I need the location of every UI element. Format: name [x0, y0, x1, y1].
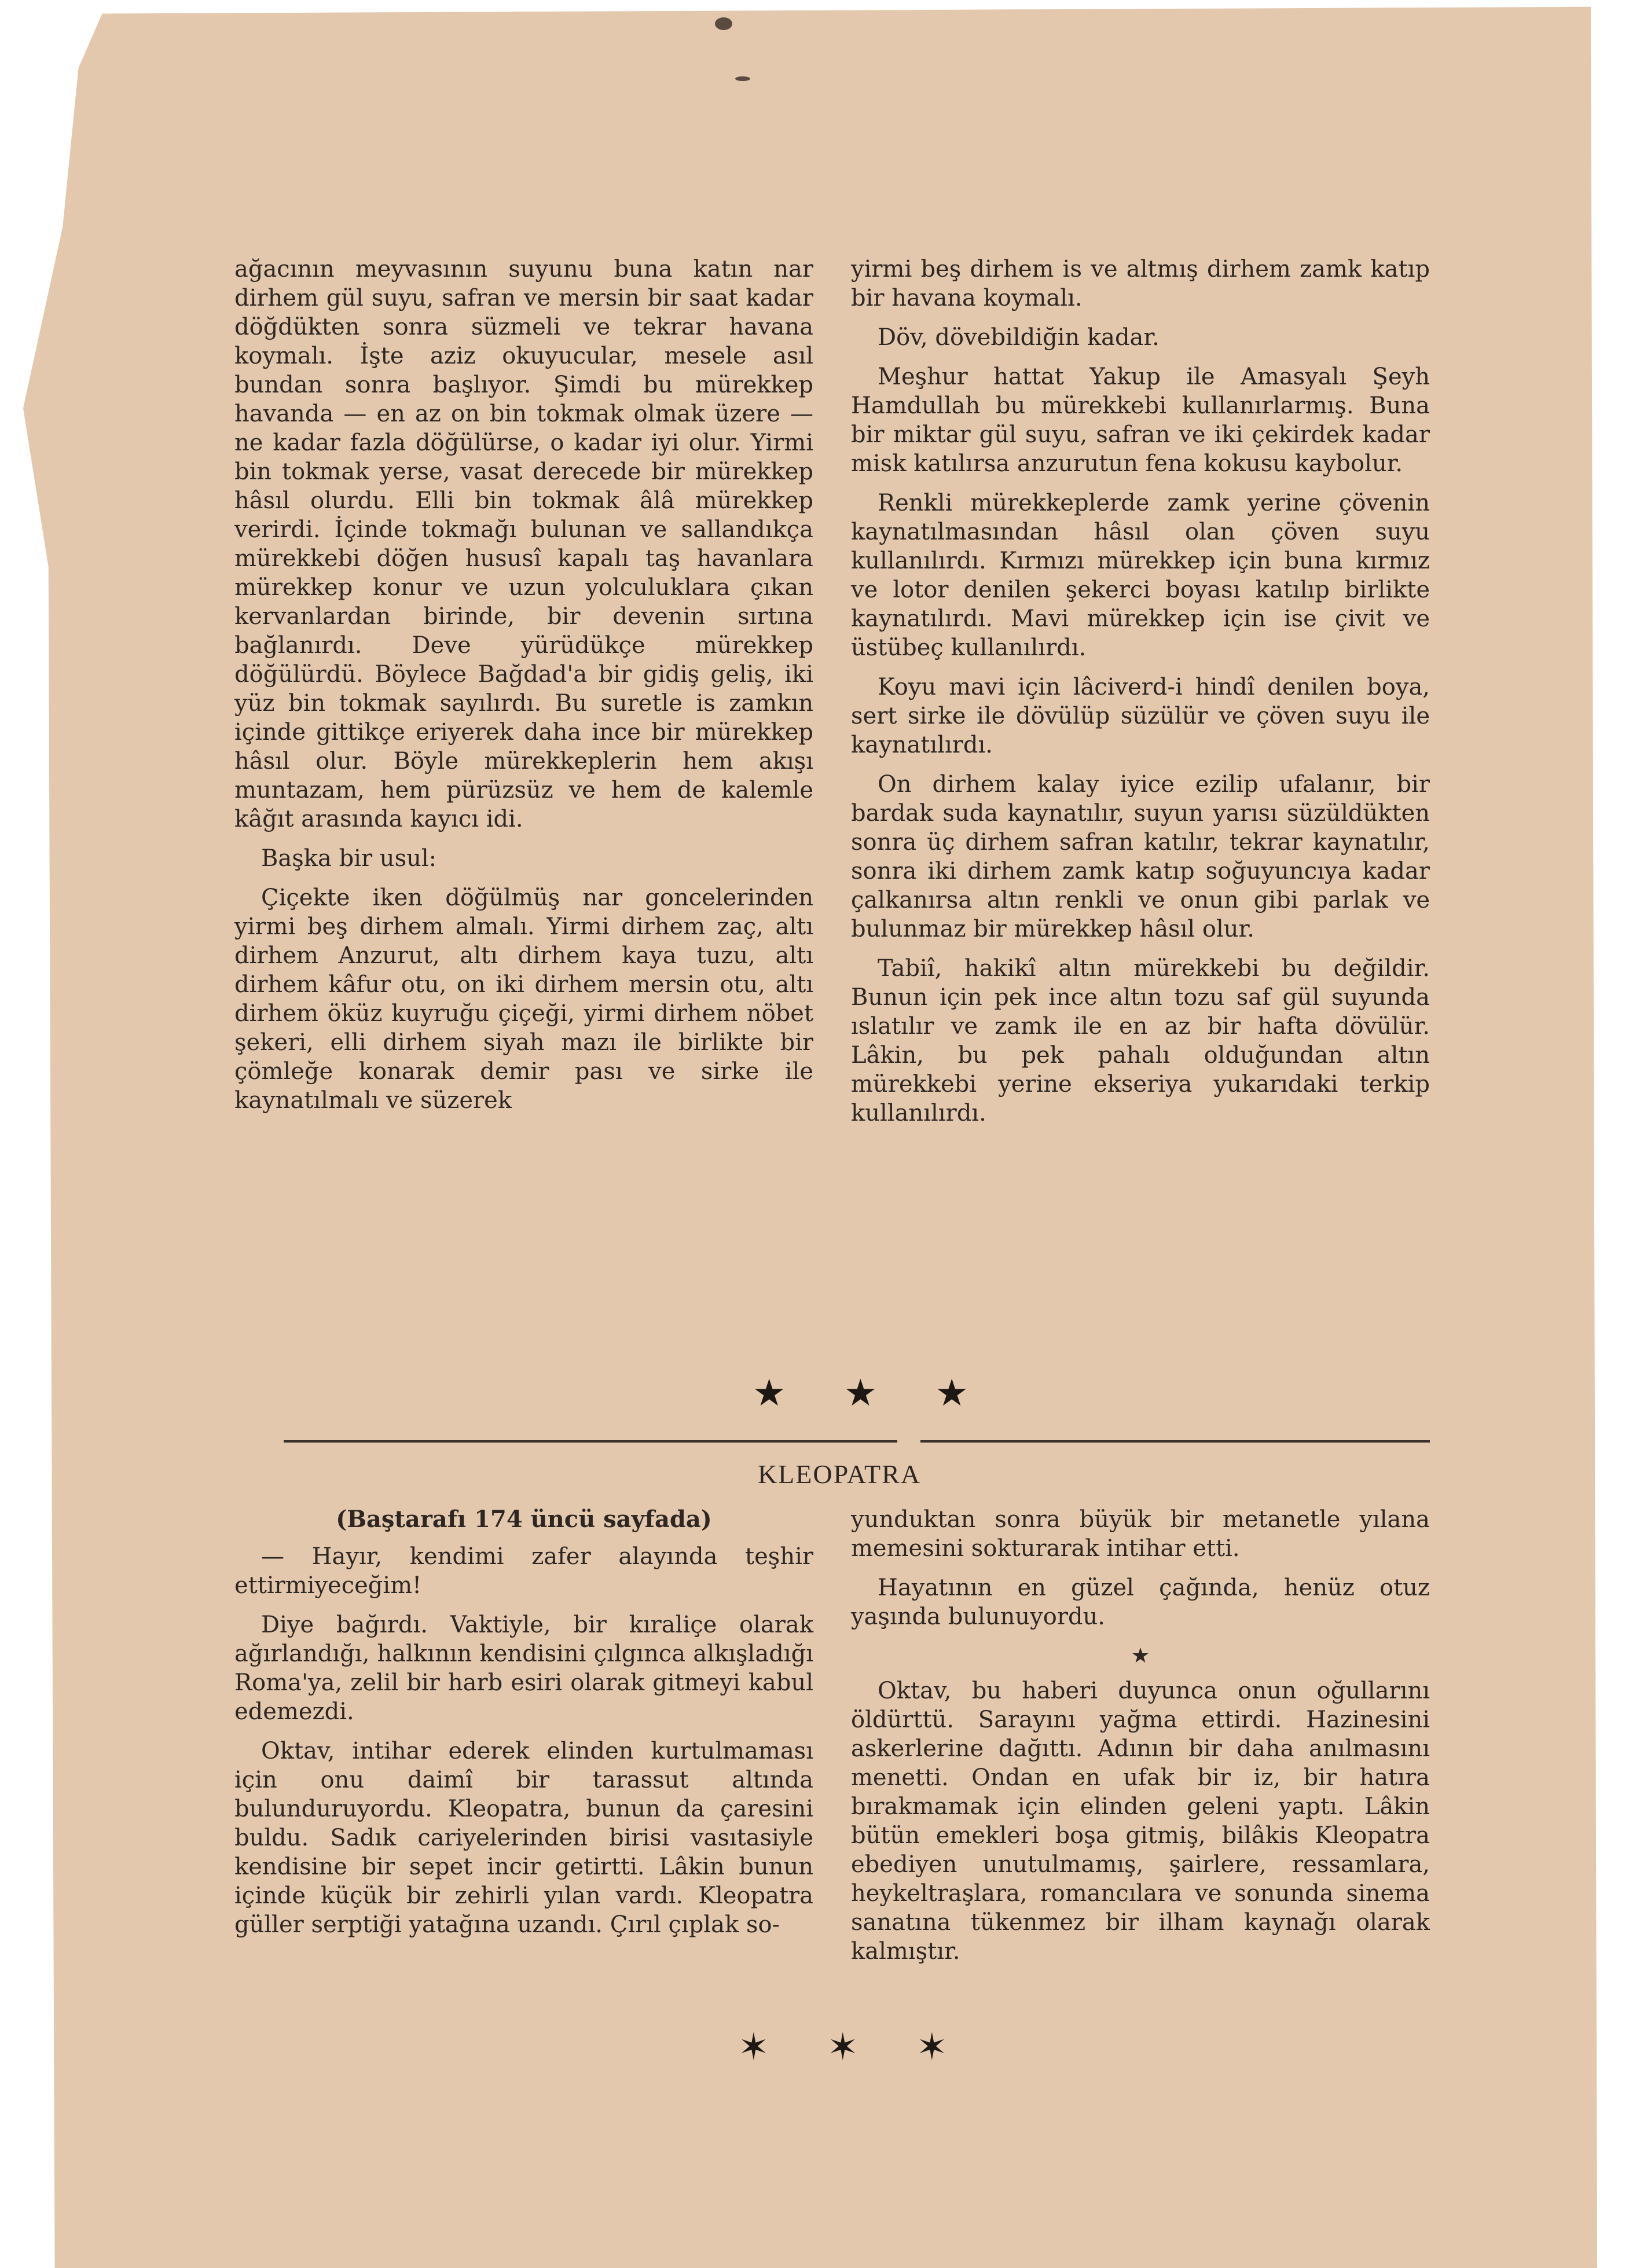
paragraph: Koyu mavi için lâciverd-i hindî denilen boya, sert sirke ile dövülüp süzülür ve çöven suyu ile kaynatılırdı.	[851, 674, 1430, 758]
continuation-note: (Baştarafı 174 üncü sayfada)	[336, 1506, 712, 1533]
paragraph: Başka bir usul:	[261, 845, 437, 872]
ink-speck	[715, 17, 732, 30]
kleopatra-column-right	[851, 1505, 1430, 1966]
paragraph: Tabiî, hakikî altın mürekkebi bu değildir. Bunun için pek ince altın tozu saf gül suyunda ıslatılır ve zamk ile en az bir hafta dövülür. Lâkin, bu pek pahalı olduğundan altın mürekkebi yerine ekseriya yukarıdaki terkip kullanılırdı.	[851, 955, 1430, 1126]
paragraph: On dirhem kalay iyice ezilip ufalanır, bir bardak suda kaynatılır, suyun yarısı süzüldükten sonra üç dirhem safran katılır, tekrar kaynatılır, sonra iki dirhem zamk katıp soğuyuncıya kadar çalkanırsa altın renkli ve onun gibi parlak ve bulunmaz bir mürekkep hâsıl olur.	[851, 771, 1430, 942]
kleopatra-column-left	[234, 1505, 813, 1939]
paragraph: Meşhur hattat Yakup ile Amasyalı Şeyh Hamdullah bu mürekkebi kullanırlarmış. Buna bir miktar gül suyu, safran ve iki çekirdek kadar misk katılırsa anzurutun fena kokusu kaybolur.	[851, 364, 1430, 477]
paragraph: Döv, dövebildiğin kadar.	[878, 324, 1160, 351]
paragraph: Çiçekte iken döğülmüş nar goncelerinden yirmi beş dirhem almalı. Yirmi dirhem zaç, altı dirhem Anzurut, altı dirhem kaya tuzu, altı dirhem kâfur otu, on iki dirhem mersin otu, altı dirhem öküz kuyruğu çiçeği, yirmi dirhem nöbet şekeri, elli dirhem siyah mazı ile birlikte bir çömleğe konarak demir pası ve sirke ile kaynatılmalı ve süzerek	[234, 885, 813, 1114]
ink-speck	[735, 76, 750, 81]
horizontal-rule	[920, 1440, 1430, 1443]
paragraph: ağacının meyvasının suyunu buna katın nar dirhem gül suyu, safran ve mersin bir saat kadar döğdükten sonra süzmeli ve tekrar havana koymalı. İşte aziz okuyucular, mesele asıl bundan sonra başlıyor. Şimdi bu mürekkep havanda — en az on bin tokmak olmak üzere — ne kadar fazla döğülürse, o kadar iyi olur. Yirmi bin tokmak yerse, vasat derecede bir mürekkep hâsıl olurdu. Elli bin tokmak âlâ mürekkep verirdi. İçinde tokmağı bulunan ve sallandıkça mürekkebi döğen hususî kapalı taş havanlara mürekkep konur ve uzun yolculuklara çıkan kervanlardan birinde, bir devenin sırtına bağlanırdı. Deve yürüdükçe mürekkep döğülürdü. Böylece Bağdad'a bir gidiş geliş, iki yüz bin tokmak sayılırdı. Bu suretle is zamkın içinde gittikçe eriyerek daha ince bir mürekkep hâsıl olur. Böyle mürekkeplerin hem akışı muntazam, hem pürüzsüz ve hem de kalemle kâğıt arasında kayıcı idi.	[234, 256, 813, 832]
article-column-right	[851, 255, 1430, 1128]
article-column-left	[234, 255, 813, 1115]
paragraph: Oktav, intihar ederek elinden kurtulmaması için onu daimî bir tarassut altında bulunduruyordu. Kleopatra, bunun da çaresini buldu. Sadık cariyelerinden birisi vasıtasiyle kendisine bir sepet incir getirtti. Lâkin bunun içinde küçük bir zehirli yılan vardı. Kleopatra güller serptiği yatağına uzandı. Çırıl çıplak so-	[234, 1738, 813, 1938]
paragraph: Oktav, bu haberi duyunca onun oğullarını öldürttü. Sarayını yağma ettirdi. Hazinesini askerlerine dağıttı. Adının bir daha anılmasını menetti. Ondan en ufak bir iz, bir hatıra bırakmamak için elinden geleni yaptı. Lâkin bütün emekleri boşa gitmiş, bilâkis Kleopatra ebediyen unutulmamış, şairlere, ressamlara, heykeltraşlara, romancılara ve sonunda sinema sanatına tükenmez bir ilham kaynağı olarak kalmıştır.	[851, 1678, 1430, 1965]
paragraph: — Hayır, kendimi zafer alayında teşhir ettirmiyeceğim!	[234, 1543, 813, 1599]
paragraph: yirmi beş dirhem is ve altmış dirhem zamk katıp bir havana koymalı.	[851, 256, 1430, 311]
end-stars: ✶ ✶ ✶	[738, 2026, 971, 2069]
section-divider-stars: ★ ★ ★	[753, 1372, 992, 1415]
section-title: KLEOPATRA	[757, 1459, 922, 1489]
separator-star: ★	[1131, 1644, 1150, 1668]
paragraph: yunduktan sonra büyük bir metanetle yılana memesini sokturarak intihar etti.	[851, 1506, 1430, 1562]
paragraph: Diye bağırdı. Vaktiyle, bir kıraliçe olarak ağırlandığı, halkının kendisini çılgınca alkışladığı Roma'ya, zelil bir harb esiri olarak gitmeyi kabul edemezdi.	[234, 1612, 813, 1725]
paragraph: Renkli mürekkeplerde zamk yerine çövenin kaynatılmasından hâsıl olan çöven suyu kullanılırdı. Kırmızı mürekkep için buna kırmız ve lotor denilen şekerci boyası katılıp birlikte kaynatılırdı. Mavi mürekkep için ise çivit ve üstübeç kullanılırdı.	[851, 490, 1430, 661]
horizontal-rule	[284, 1440, 897, 1443]
paragraph: Hayatının en güzel çağında, henüz otuz yaşında bulunuyordu.	[851, 1575, 1430, 1630]
